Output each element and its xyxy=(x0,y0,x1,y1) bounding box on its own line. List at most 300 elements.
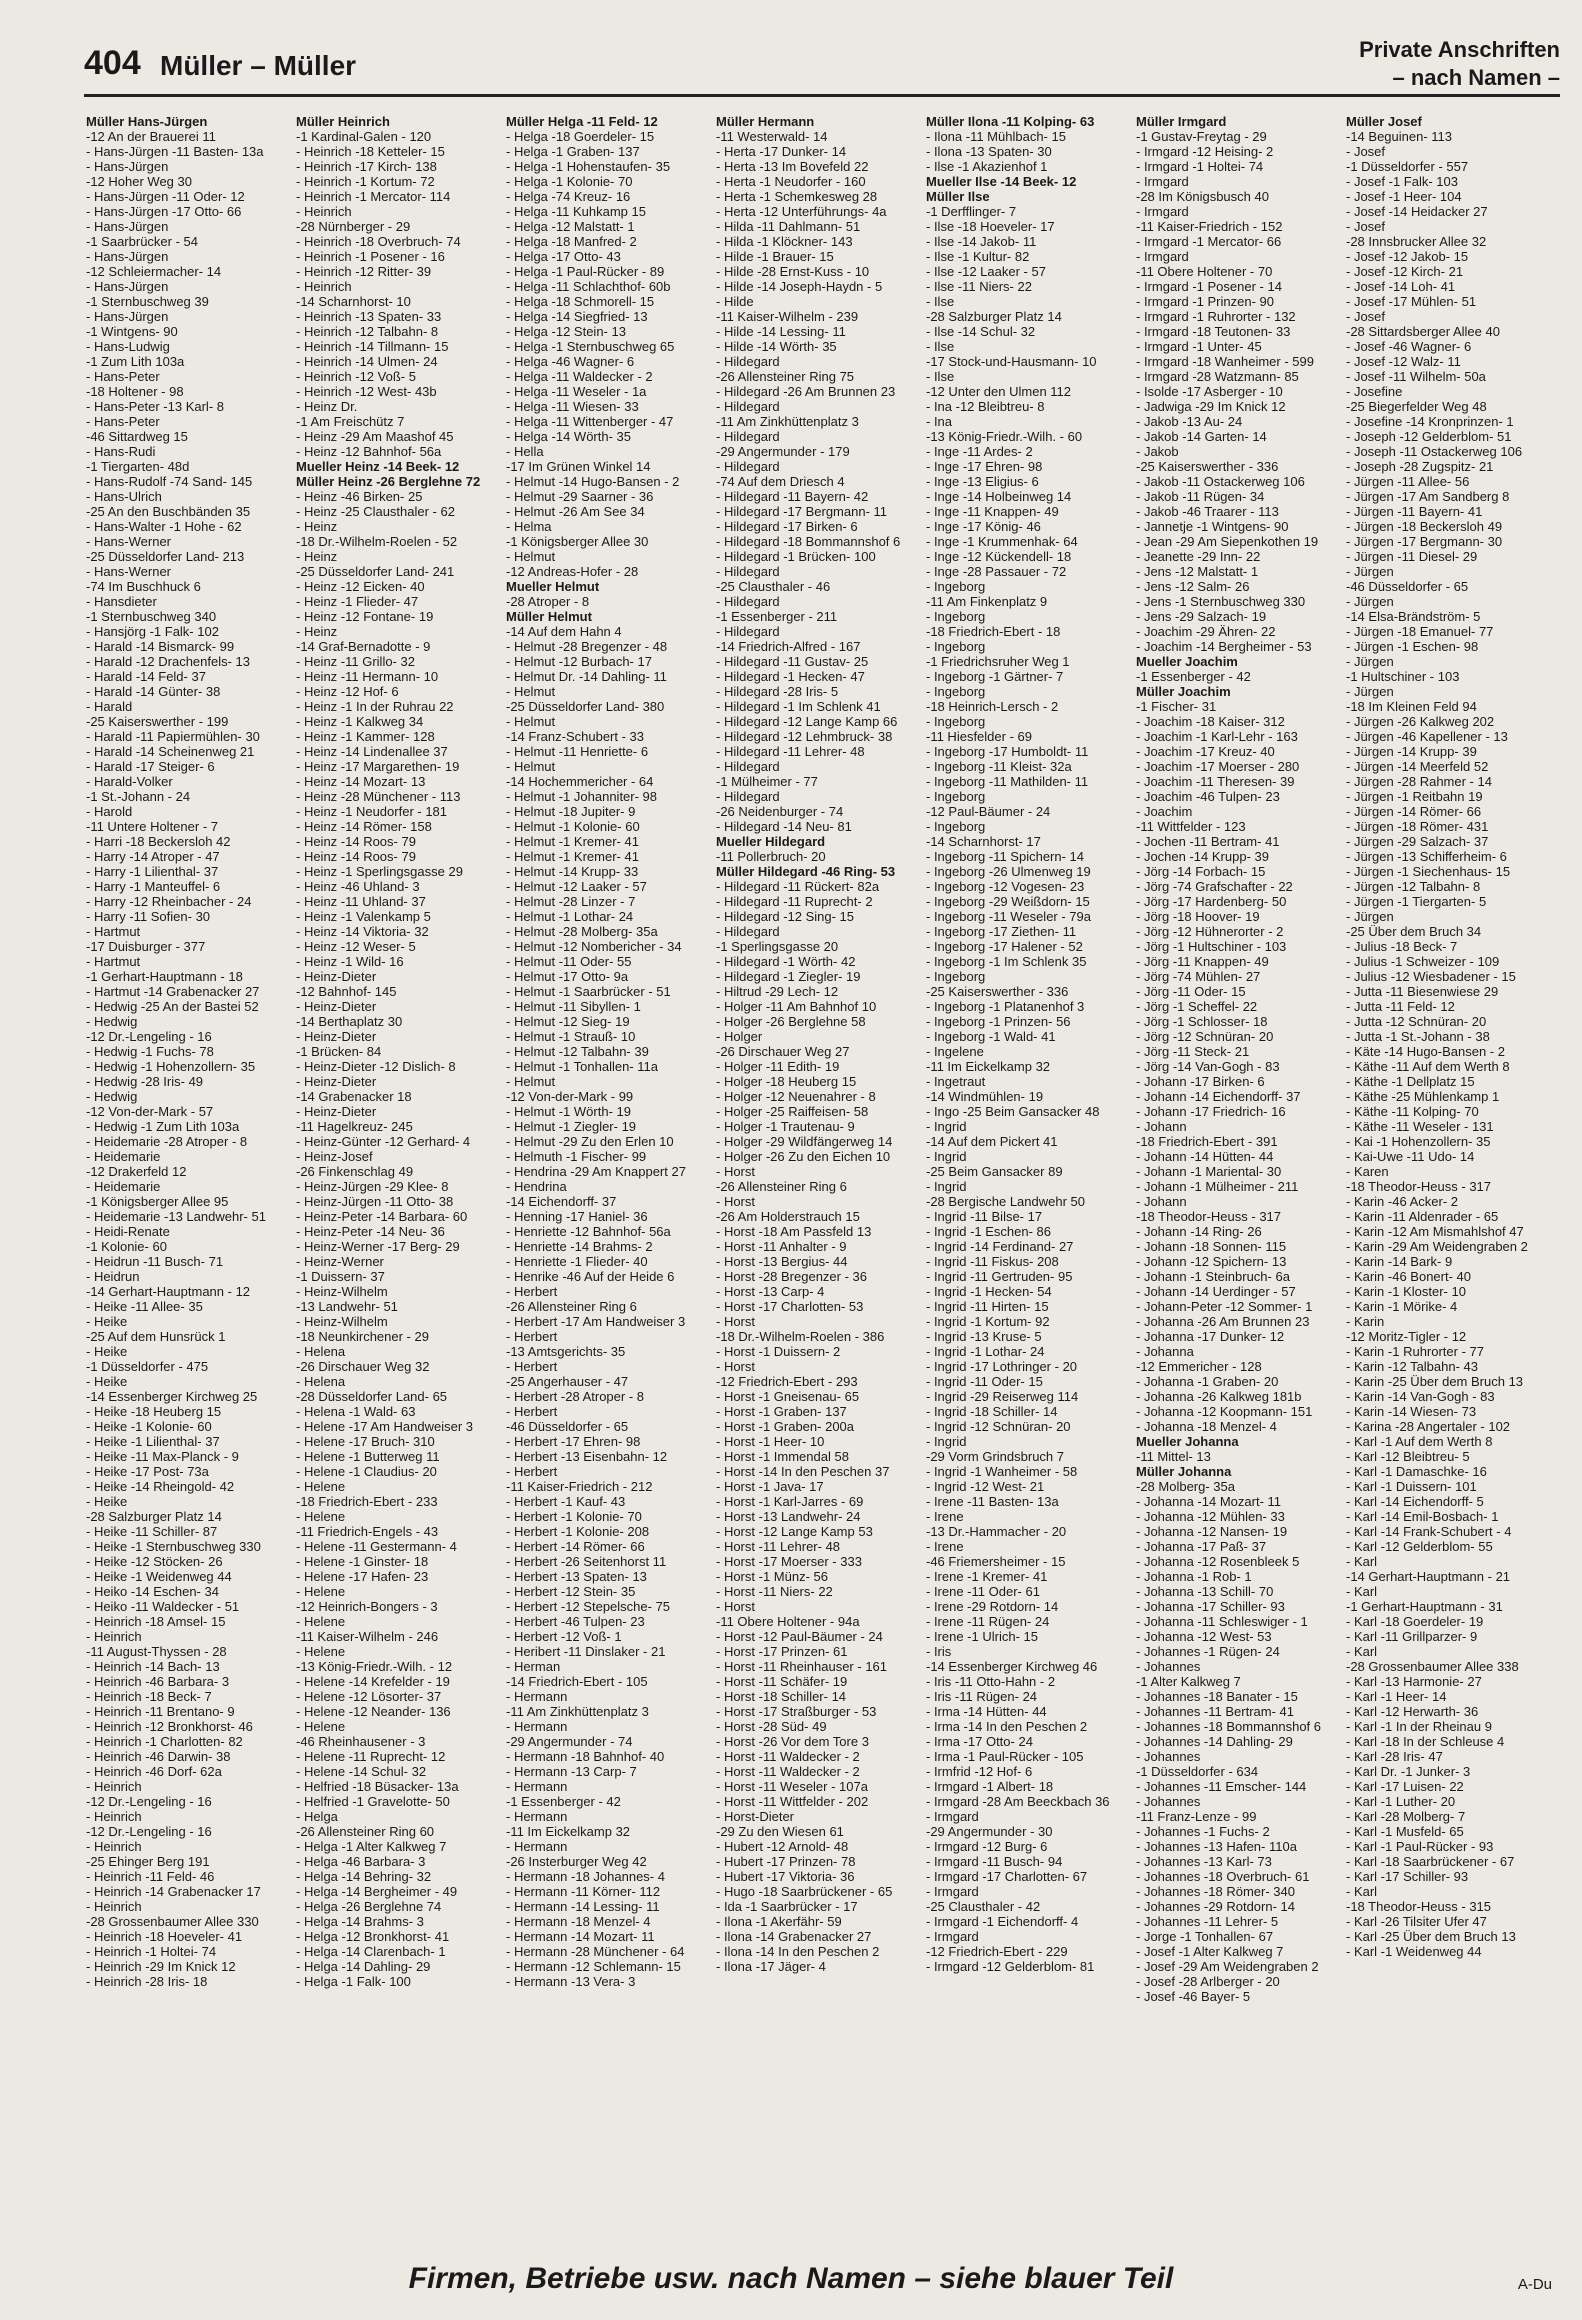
directory-entry: - Irene -29 Rotdorn- 14 xyxy=(926,1599,1059,1614)
directory-entry: - Hildegard xyxy=(716,594,780,609)
directory-entry: - Hildegard -1 Ziegler- 19 xyxy=(716,969,861,984)
directory-entry: - Helene xyxy=(296,1719,346,1734)
directory-entry: - Hildegard -12 Lehmbruck- 38 xyxy=(716,729,893,744)
directory-entry: -14 Franz-Schubert - 33 xyxy=(506,729,645,744)
directory-entry: - Horst -11 Waldecker - 2 xyxy=(716,1764,860,1779)
directory-entry: - Heike -11 Max-Planck - 9 xyxy=(86,1449,239,1464)
directory-entry: - Johann -17 Birken- 6 xyxy=(1136,1074,1265,1089)
directory-entry: - Ingeborg -11 Kleist- 32a xyxy=(926,759,1072,774)
directory-entry: - Hildegard -17 Bergmann- 11 xyxy=(716,504,888,519)
directory-entry: - Karl -25 Über dem Bruch 13 xyxy=(1346,1929,1516,1944)
directory-entry: - Helga -46 Barbara- 3 xyxy=(296,1854,426,1869)
directory-entry: - Johann -14 Ring- 26 xyxy=(1136,1224,1262,1239)
directory-entry: -12 Von-der-Mark - 99 xyxy=(506,1089,634,1104)
directory-entry: - Johannes -14 Dahling- 29 xyxy=(1136,1734,1293,1749)
directory-entry: -1 Duissern- 37 xyxy=(296,1269,385,1284)
directory-entry: - Helene -12 Lösorter- 37 xyxy=(296,1689,442,1704)
directory-entry: - Jakob -14 Garten- 14 xyxy=(1136,429,1267,444)
directory-entry: - Helga -11 Wittenberger - 47 xyxy=(506,414,674,429)
directory-entry: - Harry -11 Sofien- 30 xyxy=(86,909,211,924)
directory-entry: -29 Angermunder - 30 xyxy=(926,1824,1053,1839)
directory-entry: - Hermann -28 Münchener - 64 xyxy=(506,1944,685,1959)
directory-entry: - Helmuth -1 Fischer- 99 xyxy=(506,1149,647,1164)
directory-entry: -11 Pollerbruch- 20 xyxy=(716,849,826,864)
directory-entry: -1 Friedrichsruher Weg 1 xyxy=(926,654,1070,669)
directory-entry: -1 Alter Kalkweg 7 xyxy=(1136,1674,1241,1689)
directory-entry: -26 Allensteiner Ring 75 xyxy=(716,369,855,384)
directory-entry: -25 Düsseldorfer Land- 213 xyxy=(86,549,245,564)
directory-entry: - Heidrun -11 Busch- 71 xyxy=(86,1254,224,1269)
directory-entry: - Helmut -12 Nombericher - 34 xyxy=(506,939,682,954)
directory-entry: - Harald -17 Steiger- 6 xyxy=(86,759,215,774)
directory-entry: - Heinrich -12 West- 43b xyxy=(296,384,437,399)
directory-entry: - Ingrid -11 Gertruden- 95 xyxy=(926,1269,1073,1284)
directory-entry: -28 Innsbrucker Allee 32 xyxy=(1346,234,1487,249)
directory-entry: -1 Am Freischütz 7 xyxy=(296,414,405,429)
directory-entry-heading: Müller Helga -11 Feld- 12 xyxy=(506,114,658,129)
directory-entry: - Josef -11 Wilhelm- 50a xyxy=(1346,369,1486,384)
directory-entry: -12 Dr.-Lengeling - 16 xyxy=(86,1824,212,1839)
directory-entry: - Ingrid -1 Hecken- 54 xyxy=(926,1284,1052,1299)
directory-entry: - Horst -11 Lehrer- 48 xyxy=(716,1539,841,1554)
directory-entry: - Irmgard xyxy=(1136,174,1189,189)
directory-entry: - Ilse -1 Akazienhof 1 xyxy=(926,159,1048,174)
directory-entry: -28 Im Königsbusch 40 xyxy=(1136,189,1269,204)
directory-entry: - Horst -13 Landwehr- 24 xyxy=(716,1509,861,1524)
directory-entry: - Hilda -1 Klöckner- 143 xyxy=(716,234,853,249)
directory-entry: - Helene -1 Ginster- 18 xyxy=(296,1554,429,1569)
directory-entry: - Josef -12 Jakob- 15 xyxy=(1346,249,1469,264)
directory-entry: - Heinrich -14 Grabenacker 17 xyxy=(86,1884,261,1899)
directory-entry: - Hermann -18 Menzel- 4 xyxy=(506,1914,651,1929)
directory-entry: -14 Beguinen- 113 xyxy=(1346,129,1453,144)
directory-entry: -28 Grossenbaumer Allee 338 xyxy=(1346,1659,1519,1674)
directory-entry: - Irene -1 Kremer- 41 xyxy=(926,1569,1048,1584)
directory-entry: - Hermann xyxy=(506,1719,568,1734)
directory-entry: - Heike -1 Sternbuschweg 330 xyxy=(86,1539,261,1554)
directory-entry: - Jochen -14 Krupp- 39 xyxy=(1136,849,1269,864)
directory-entry: - Heinz -12 Fontane- 19 xyxy=(296,609,434,624)
directory-entry: - Holger -18 Heuberg 15 xyxy=(716,1074,857,1089)
directory-entry: - Josef -46 Wagner- 6 xyxy=(1346,339,1472,354)
directory-entry: - Heinz-Jürgen -11 Otto- 38 xyxy=(296,1194,454,1209)
directory-entry: - Herbert -1 Kolonie- 208 xyxy=(506,1524,650,1539)
directory-entry: - Karin -1 Ruhrorter - 77 xyxy=(1346,1344,1484,1359)
directory-entry: - Irmgard -1 Mercator- 66 xyxy=(1136,234,1282,249)
directory-entry: - Heinrich -1 Holtei- 74 xyxy=(86,1944,217,1959)
directory-entry: - Ingeborg -11 Spichern- 14 xyxy=(926,849,1085,864)
directory-entry: - Harald -12 Drachenfels- 13 xyxy=(86,654,251,669)
directory-entry: - Joachim -17 Kreuz- 40 xyxy=(1136,744,1275,759)
directory-entry: -14 Gerhart-Hauptmann - 12 xyxy=(86,1284,251,1299)
directory-entry: - Hildegard xyxy=(716,924,780,939)
directory-entry: - Helene -11 Ruprecht- 12 xyxy=(296,1749,446,1764)
directory-entry: - Hildegard xyxy=(716,624,780,639)
directory-entry: - Horst -1 Immendal 58 xyxy=(716,1449,849,1464)
directory-entry: -11 Kaiser-Wilhelm - 239 xyxy=(716,309,859,324)
directory-entry: - Heinrich xyxy=(86,1809,142,1824)
directory-entry: - Irmgard -12 Gelderblom- 81 xyxy=(926,1959,1095,1974)
directory-entry: - Herbert -12 Stein- 35 xyxy=(506,1584,636,1599)
directory-entry: - Heinz Dr. xyxy=(296,399,358,414)
directory-entry: -28 Nürnberger - 29 xyxy=(296,219,411,234)
directory-entry: - Jürgen -18 Beckersloh 49 xyxy=(1346,519,1503,534)
directory-entry: - Jürgen -29 Salzach- 37 xyxy=(1346,834,1489,849)
directory-entry: - Ingrid -12 Schnüran- 20 xyxy=(926,1419,1071,1434)
directory-entry: - Heinz -11 Grillo- 32 xyxy=(296,654,415,669)
directory-entry: -25 Clausthaler - 42 xyxy=(926,1899,1041,1914)
directory-entry: - Helga -11 Weseler - 1a xyxy=(506,384,647,399)
directory-entry: - Harold xyxy=(86,804,133,819)
directory-entry: - Hilde -14 Lessing- 11 xyxy=(716,324,846,339)
directory-entry: - Helga -1 Paul-Rücker - 89 xyxy=(506,264,665,279)
directory-entry: - Heinrich -18 Beck- 7 xyxy=(86,1689,212,1704)
directory-column xyxy=(296,114,496,2180)
directory-entry: - Hildegard -14 Neu- 81 xyxy=(716,819,852,834)
directory-entry: - Johanna -12 Nansen- 19 xyxy=(1136,1524,1288,1539)
directory-entry: - Helmut xyxy=(506,714,556,729)
directory-entry: - Heinz -11 Uhland- 37 xyxy=(296,894,426,909)
directory-entry: - Helga -12 Malstatt- 1 xyxy=(506,219,635,234)
directory-entry: - Jörg -11 Oder- 15 xyxy=(1136,984,1246,999)
directory-entry: - Horst -13 Carp- 4 xyxy=(716,1284,825,1299)
directory-entry: - Harald -14 Bismarck- 99 xyxy=(86,639,235,654)
directory-entry: - Hans-Jürgen xyxy=(86,249,169,264)
directory-entry: -12 Dr.-Lengeling - 16 xyxy=(86,1794,212,1809)
directory-entry: - Johannes -1 Fuchs- 2 xyxy=(1136,1824,1270,1839)
directory-entry: - Ilona -1 Akerfähr- 59 xyxy=(716,1914,842,1929)
directory-entry: - Horst -1 Münz- 56 xyxy=(716,1569,828,1584)
directory-entry: - Heinrich -14 Ulmen- 24 xyxy=(296,354,438,369)
directory-entry: -11 Hiesfelder - 69 xyxy=(926,729,1032,744)
directory-entry: - Helmut -12 Sieg- 19 xyxy=(506,1014,630,1029)
directory-entry: -1 Essenberger - 211 xyxy=(716,609,838,624)
directory-entry: -18 Friedrich-Ebert - 391 xyxy=(1136,1134,1278,1149)
directory-entry: -46 Düsseldorfer - 65 xyxy=(506,1419,629,1434)
directory-entry: -1 Fischer- 31 xyxy=(1136,699,1217,714)
directory-entry: - Joachim -11 Theresen- 39 xyxy=(1136,774,1295,789)
directory-entry: - Helmut -14 Hugo-Bansen - 2 xyxy=(506,474,680,489)
directory-entry: - Josef -28 Arlberger - 20 xyxy=(1136,1974,1280,1989)
directory-entry: - Horst-Dieter xyxy=(716,1809,795,1824)
directory-entry: -26 Am Holderstrauch 15 xyxy=(716,1209,860,1224)
directory-entry: - Heinz xyxy=(296,549,338,564)
directory-entry-heading: Müller Irmgard xyxy=(1136,114,1227,129)
directory-entry: - Hans-Ulrich xyxy=(86,489,162,504)
directory-entry: - Ingrid -29 Reiserweg 114 xyxy=(926,1389,1079,1404)
directory-entry: - Johannes xyxy=(1136,1749,1201,1764)
directory-entry: - Ingeborg xyxy=(926,819,986,834)
directory-entry: - Jakob xyxy=(1136,444,1179,459)
directory-entry: - Irmfrid -12 Hof- 6 xyxy=(926,1764,1033,1779)
directory-entry: - Inge -12 Kückendell- 18 xyxy=(926,549,1072,564)
directory-entry: - Karen xyxy=(1346,1164,1389,1179)
directory-entry: - Horst -18 Am Passfeld 13 xyxy=(716,1224,872,1239)
directory-entry: - Hugo -18 Saarbrückener - 65 xyxy=(716,1884,893,1899)
directory-entry: -28 Molberg- 35a xyxy=(1136,1479,1235,1494)
directory-entry: - Jörg -1 Hultschiner - 103 xyxy=(1136,939,1287,954)
directory-entry: - Herta -1 Neudorfer - 160 xyxy=(716,174,866,189)
directory-entry: - Heinrich -13 Spaten- 33 xyxy=(296,309,442,324)
directory-entry: - Heinz -12 Bahnhof- 56a xyxy=(296,444,442,459)
directory-entry: -74 Im Buschhuck 6 xyxy=(86,579,201,594)
section-heading-line1: Private Anschriften xyxy=(1359,37,1560,62)
directory-entry: - Heinrich -46 Darwin- 38 xyxy=(86,1749,231,1764)
directory-entry: - Josef -12 Kirch- 21 xyxy=(1346,264,1464,279)
directory-entry: - Josef -14 Heidacker 27 xyxy=(1346,204,1488,219)
directory-entry: - Irene -11 Oder- 61 xyxy=(926,1584,1040,1599)
directory-entry: - Hermann xyxy=(506,1779,568,1794)
directory-entry: - Helga -46 Wagner- 6 xyxy=(506,354,635,369)
directory-entry: - Hedwig -1 Fuchs- 78 xyxy=(86,1044,214,1059)
directory-entry: - Johannes -13 Hafen- 110a xyxy=(1136,1839,1297,1854)
directory-entry: - Helga -18 Schmorell- 15 xyxy=(506,294,655,309)
directory-entry: - Johann -17 Friedrich- 16 xyxy=(1136,1104,1286,1119)
directory-entry: - Jean -29 Am Siepenkothen 19 xyxy=(1136,534,1319,549)
directory-entry: -11 Kaiser-Friedrich - 212 xyxy=(506,1479,653,1494)
directory-entry: - Ingeborg xyxy=(926,579,986,594)
directory-entry: - Horst xyxy=(716,1314,755,1329)
directory-entry: -14 Windmühlen- 19 xyxy=(926,1089,1044,1104)
directory-entry: - Helmut -28 Bregenzer - 48 xyxy=(506,639,668,654)
directory-entry: - Heinz xyxy=(296,624,338,639)
directory-entry: - Helmut -11 Oder- 55 xyxy=(506,954,632,969)
directory-entry: - Jürgen -1 Tiergarten- 5 xyxy=(1346,894,1487,909)
directory-entry: - Ingeborg -17 Humboldt- 11 xyxy=(926,744,1089,759)
directory-entry: -13 König-Friedr.-Wilh. - 60 xyxy=(926,429,1083,444)
directory-entry: - Ingeborg -1 Im Schlenk 35 xyxy=(926,954,1087,969)
directory-entry: - Helena -1 Wald- 63 xyxy=(296,1404,416,1419)
directory-entry: - Johanna -12 Rosenbleek 5 xyxy=(1136,1554,1300,1569)
directory-entry: - Ingrid -18 Schiller- 14 xyxy=(926,1404,1058,1419)
directory-entry: -11 Am Finkenplatz 9 xyxy=(926,594,1048,609)
directory-entry: - Karl xyxy=(1346,1644,1378,1659)
directory-entry: - Heike -12 Stöcken- 26 xyxy=(86,1554,223,1569)
directory-entry: -1 Gustav-Freytag - 29 xyxy=(1136,129,1267,144)
directory-entry: - Horst -1 Karl-Jarres - 69 xyxy=(716,1494,864,1509)
directory-entry: - Karin -11 Aldenrader - 65 xyxy=(1346,1209,1499,1224)
directory-entry: - Johannes -11 Bertram- 41 xyxy=(1136,1704,1294,1719)
footer-code: A-Du xyxy=(1517,2276,1552,2293)
directory-entry: -12 Moritz-Tigler - 12 xyxy=(1346,1329,1467,1344)
directory-entry: - Johanna -1 Rob- 1 xyxy=(1136,1569,1252,1584)
directory-entry: - Josef -14 Loh- 41 xyxy=(1346,279,1456,294)
directory-entry: - Heinrich xyxy=(296,204,352,219)
directory-entry: - Harry -14 Atroper - 47 xyxy=(86,849,220,864)
directory-entry: - Irmgard -17 Charlotten- 67 xyxy=(926,1869,1088,1884)
directory-entry: - Hermann -12 Schlemann- 15 xyxy=(506,1959,681,1974)
directory-entry: - Ingeborg xyxy=(926,684,986,699)
directory-entry: - Ingeborg -12 Vogesen- 23 xyxy=(926,879,1085,894)
directory-entry: - Ingrid -14 Ferdinand- 27 xyxy=(926,1239,1074,1254)
directory-entry: - Ingeborg xyxy=(926,789,986,804)
directory-entry: - Johannes -11 Lehrer- 5 xyxy=(1136,1914,1279,1929)
directory-entry: - Horst -17 Moerser - 333 xyxy=(716,1554,862,1569)
directory-entry: - Käthe -1 Dellplatz 15 xyxy=(1346,1074,1475,1089)
directory-entry: - Hildegard -1 Wörth- 42 xyxy=(716,954,856,969)
directory-entry: - Ilona -13 Spaten- 30 xyxy=(926,144,1052,159)
directory-entry: - Horst -1 Duissern- 2 xyxy=(716,1344,841,1359)
directory-entry: - Helmut xyxy=(506,759,556,774)
directory-entry: - Herbert -46 Tulpen- 23 xyxy=(506,1614,645,1629)
directory-entry: - Johannes -1 Rügen- 24 xyxy=(1136,1644,1280,1659)
directory-entry: - Johanna xyxy=(1136,1344,1194,1359)
directory-entry: - Johannes xyxy=(1136,1659,1201,1674)
directory-entry: - Herbert -17 Am Handweiser 3 xyxy=(506,1314,686,1329)
directory-entry: - Irmgard -18 Teutonen- 33 xyxy=(1136,324,1291,339)
directory-entry: - Helene -14 Schul- 32 xyxy=(296,1764,427,1779)
directory-entry: - Helene xyxy=(296,1584,346,1599)
directory-entry: - Josefine xyxy=(1346,384,1403,399)
directory-entry: - Helene -17 Hafen- 23 xyxy=(296,1569,429,1584)
directory-entry: - Jürgen -12 Talbahn- 8 xyxy=(1346,879,1481,894)
directory-entry-heading: Müller Johanna xyxy=(1136,1464,1232,1479)
directory-entry: - Hildegard -28 Iris- 5 xyxy=(716,684,839,699)
directory-entry: - Ingeborg xyxy=(926,969,986,984)
directory-entry: - Käthe -11 Auf dem Werth 8 xyxy=(1346,1059,1510,1074)
directory-entry: -26 Allensteiner Ring 60 xyxy=(296,1824,435,1839)
directory-entry: - Heinrich xyxy=(86,1839,142,1854)
directory-entry: - Heinrich -17 Kirch- 138 xyxy=(296,159,437,174)
directory-entry: - Helmut -29 Zu den Erlen 10 xyxy=(506,1134,674,1149)
directory-entry: - Hilde xyxy=(716,294,754,309)
directory-entry: - Isolde -17 Asberger - 10 xyxy=(1136,384,1283,399)
directory-entry: -1 Tiergarten- 48d xyxy=(86,459,190,474)
directory-entry: - Ingrid -17 Lothringer - 20 xyxy=(926,1359,1078,1374)
directory-entry: - Johanna -12 Mühlen- 33 xyxy=(1136,1509,1285,1524)
directory-entry: - Horst -17 Charlotten- 53 xyxy=(716,1299,864,1314)
directory-entry-heading: Müller Helmut xyxy=(506,609,592,624)
directory-entry: - Helmut xyxy=(506,684,556,699)
directory-entry: -18 Dr.-Wilhelm-Roelen - 52 xyxy=(296,534,458,549)
directory-entry: - Helmut -12 Laaker - 57 xyxy=(506,879,647,894)
directory-entry: - Horst -12 Paul-Bäumer - 24 xyxy=(716,1629,883,1644)
directory-entry: -1 Kardinal-Galen - 120 xyxy=(296,129,432,144)
directory-entry: - Jörg -14 Forbach- 15 xyxy=(1136,864,1266,879)
directory-entry: - Jakob -11 Rügen- 34 xyxy=(1136,489,1265,504)
directory-entry: - Horst -11 Weseler - 107a xyxy=(716,1779,868,1794)
directory-entry: - Hans-Ludwig xyxy=(86,339,170,354)
directory-entry: - Helga -74 Kreuz- 16 xyxy=(506,189,631,204)
directory-entry: - Karl xyxy=(1346,1554,1378,1569)
directory-entry: - Helena xyxy=(296,1374,346,1389)
directory-entry: -18 Theodor-Heuss - 317 xyxy=(1136,1209,1282,1224)
directory-entry: - Irmgard -18 Wanheimer - 599 xyxy=(1136,354,1314,369)
directory-entry: - Jürgen -18 Emanuel- 77 xyxy=(1346,624,1494,639)
directory-entry: - Heike xyxy=(86,1314,128,1329)
directory-entry: - Hansdieter xyxy=(86,594,157,609)
directory-entry: - Heinrich -12 Ritter- 39 xyxy=(296,264,432,279)
directory-entry: -1 Sperlingsgasse 20 xyxy=(716,939,839,954)
directory-entry: - Irmgard -1 Unter- 45 xyxy=(1136,339,1262,354)
directory-entry: - Hans-Jürgen xyxy=(86,279,169,294)
directory-entry: -28 Sittardsberger Allee 40 xyxy=(1346,324,1500,339)
directory-entry: - Josef -17 Mühlen- 51 xyxy=(1346,294,1477,309)
directory-entry: - Johanna -1 Graben- 20 xyxy=(1136,1374,1279,1389)
directory-entry: -28 Salzburger Platz 14 xyxy=(926,309,1062,324)
directory-entry: - Helga -1 Graben- 137 xyxy=(506,144,640,159)
directory-column xyxy=(716,114,916,2180)
directory-entry: - Karl -11 Grillparzer- 9 xyxy=(1346,1629,1478,1644)
directory-entry: - Ida -1 Saarbrücker - 17 xyxy=(716,1899,858,1914)
directory-entry: - Helma xyxy=(506,519,552,534)
directory-entry: - Henriette -14 Brahms- 2 xyxy=(506,1239,653,1254)
directory-entry: - Johanna -26 Kalkweg 181b xyxy=(1136,1389,1302,1404)
directory-entry: - Ilse -14 Schul- 32 xyxy=(926,324,1036,339)
directory-entry: - Helmut xyxy=(506,549,556,564)
directory-entry: -11 Kaiser-Wilhelm - 246 xyxy=(296,1629,439,1644)
directory-entry: - Hans-Jürgen xyxy=(86,309,169,324)
directory-entry: - Helga -17 Otto- 43 xyxy=(506,249,621,264)
directory-entry: - Inge -14 Holbeinweg 14 xyxy=(926,489,1072,504)
directory-entry: - Ingrid -11 Fiskus- 208 xyxy=(926,1254,1059,1269)
directory-entry: -1 Mülheimer - 77 xyxy=(716,774,818,789)
directory-entry: -1 Brücken- 84 xyxy=(296,1044,382,1059)
directory-entry: -11 Obere Holtener - 94a xyxy=(716,1614,860,1629)
directory-entry: -12 Emmericher - 128 xyxy=(1136,1359,1262,1374)
directory-entry: - Irma -14 Hütten- 44 xyxy=(926,1704,1047,1719)
directory-entry: -17 Im Grünen Winkel 14 xyxy=(506,459,651,474)
directory-entry: - Karl -14 Emil-Bosbach- 1 xyxy=(1346,1509,1499,1524)
directory-entry: - Herta -13 Im Bovefeld 22 xyxy=(716,159,869,174)
directory-entry-heading: Müller Heinz -26 Berglehne 72 xyxy=(296,474,481,489)
directory-entry: - Irmgard -1 Eichendorff- 4 xyxy=(926,1914,1079,1929)
directory-entry: -1 Düsseldorfer - 557 xyxy=(1346,159,1469,174)
directory-entry: - Inge -1 Krummenhak- 64 xyxy=(926,534,1078,549)
directory-entry: - Kai -1 Hohenzollern- 35 xyxy=(1346,1134,1491,1149)
directory-entry: -11 Im Eickelkamp 32 xyxy=(926,1059,1051,1074)
directory-entry: - Karl Dr. -1 Junker- 3 xyxy=(1346,1764,1471,1779)
directory-entry: - Heiko -11 Waldecker - 51 xyxy=(86,1599,240,1614)
directory-entry: - Johannes -13 Karl- 73 xyxy=(1136,1854,1272,1869)
directory-entry: -14 Friedrich-Ebert - 105 xyxy=(506,1674,648,1689)
directory-entry: - Irma -1 Paul-Rücker - 105 xyxy=(926,1749,1084,1764)
directory-entry: - Herbert xyxy=(506,1284,558,1299)
directory-entry: - Horst -1 Gneisenau- 65 xyxy=(716,1389,860,1404)
directory-entry: - Hella xyxy=(506,444,544,459)
directory-entry: -18 Friedrich-Ebert - 233 xyxy=(296,1494,438,1509)
directory-entry: - Johann -1 Mülheimer - 211 xyxy=(1136,1179,1299,1194)
directory-entry: -12 Schleiermacher- 14 xyxy=(86,264,222,279)
directory-entry: - Hans-Werner xyxy=(86,564,172,579)
directory-entry: - Käthe -11 Weseler - 131 xyxy=(1346,1119,1494,1134)
directory-entry: - Jürgen -1 Reitbahn 19 xyxy=(1346,789,1483,804)
directory-entry: - Hendrina xyxy=(506,1179,567,1194)
directory-entry: - Ingeborg xyxy=(926,609,986,624)
directory-entry: -29 Zu den Wiesen 61 xyxy=(716,1824,844,1839)
directory-entry: - Heinrich -18 Amsel- 15 xyxy=(86,1614,226,1629)
directory-entry: - Herbert -14 Römer- 66 xyxy=(506,1539,645,1554)
directory-entry: - Karl -12 Herwarth- 36 xyxy=(1346,1704,1479,1719)
directory-entry: - Hilde -1 Brauer- 15 xyxy=(716,249,834,264)
directory-entry: - Heinrich -14 Bach- 13 xyxy=(86,1659,220,1674)
directory-entry: - Hildegard -11 Ruprecht- 2 xyxy=(716,894,873,909)
directory-entry: - Karl -13 Harmonie- 27 xyxy=(1346,1674,1482,1689)
directory-entry: - Heinz -17 Margarethen- 19 xyxy=(296,759,460,774)
directory-entry: - Hans-Rudolf -74 Sand- 145 xyxy=(86,474,253,489)
directory-entry: - Heike -11 Schiller- 87 xyxy=(86,1524,218,1539)
directory-entry: - Karin -29 Am Weidengraben 2 xyxy=(1346,1239,1528,1254)
directory-entry: - Jörg -17 Hardenberg- 50 xyxy=(1136,894,1287,909)
directory-entry: - Hans-Werner xyxy=(86,534,172,549)
directory-entry: - Jutta -11 Biesenwiese 29 xyxy=(1346,984,1499,999)
directory-entry: - Helmut -1 Johanniter- 98 xyxy=(506,789,658,804)
directory-entry: - Ingrid -11 Hirten- 15 xyxy=(926,1299,1049,1314)
directory-entry: - Irmgard -1 Holtei- 74 xyxy=(1136,159,1264,174)
directory-entry: - Ingeborg -26 Ulmenweg 19 xyxy=(926,864,1091,879)
directory-entry: - Ingrid -1 Kortum- 92 xyxy=(926,1314,1050,1329)
directory-entry: - Hildegard xyxy=(716,354,780,369)
